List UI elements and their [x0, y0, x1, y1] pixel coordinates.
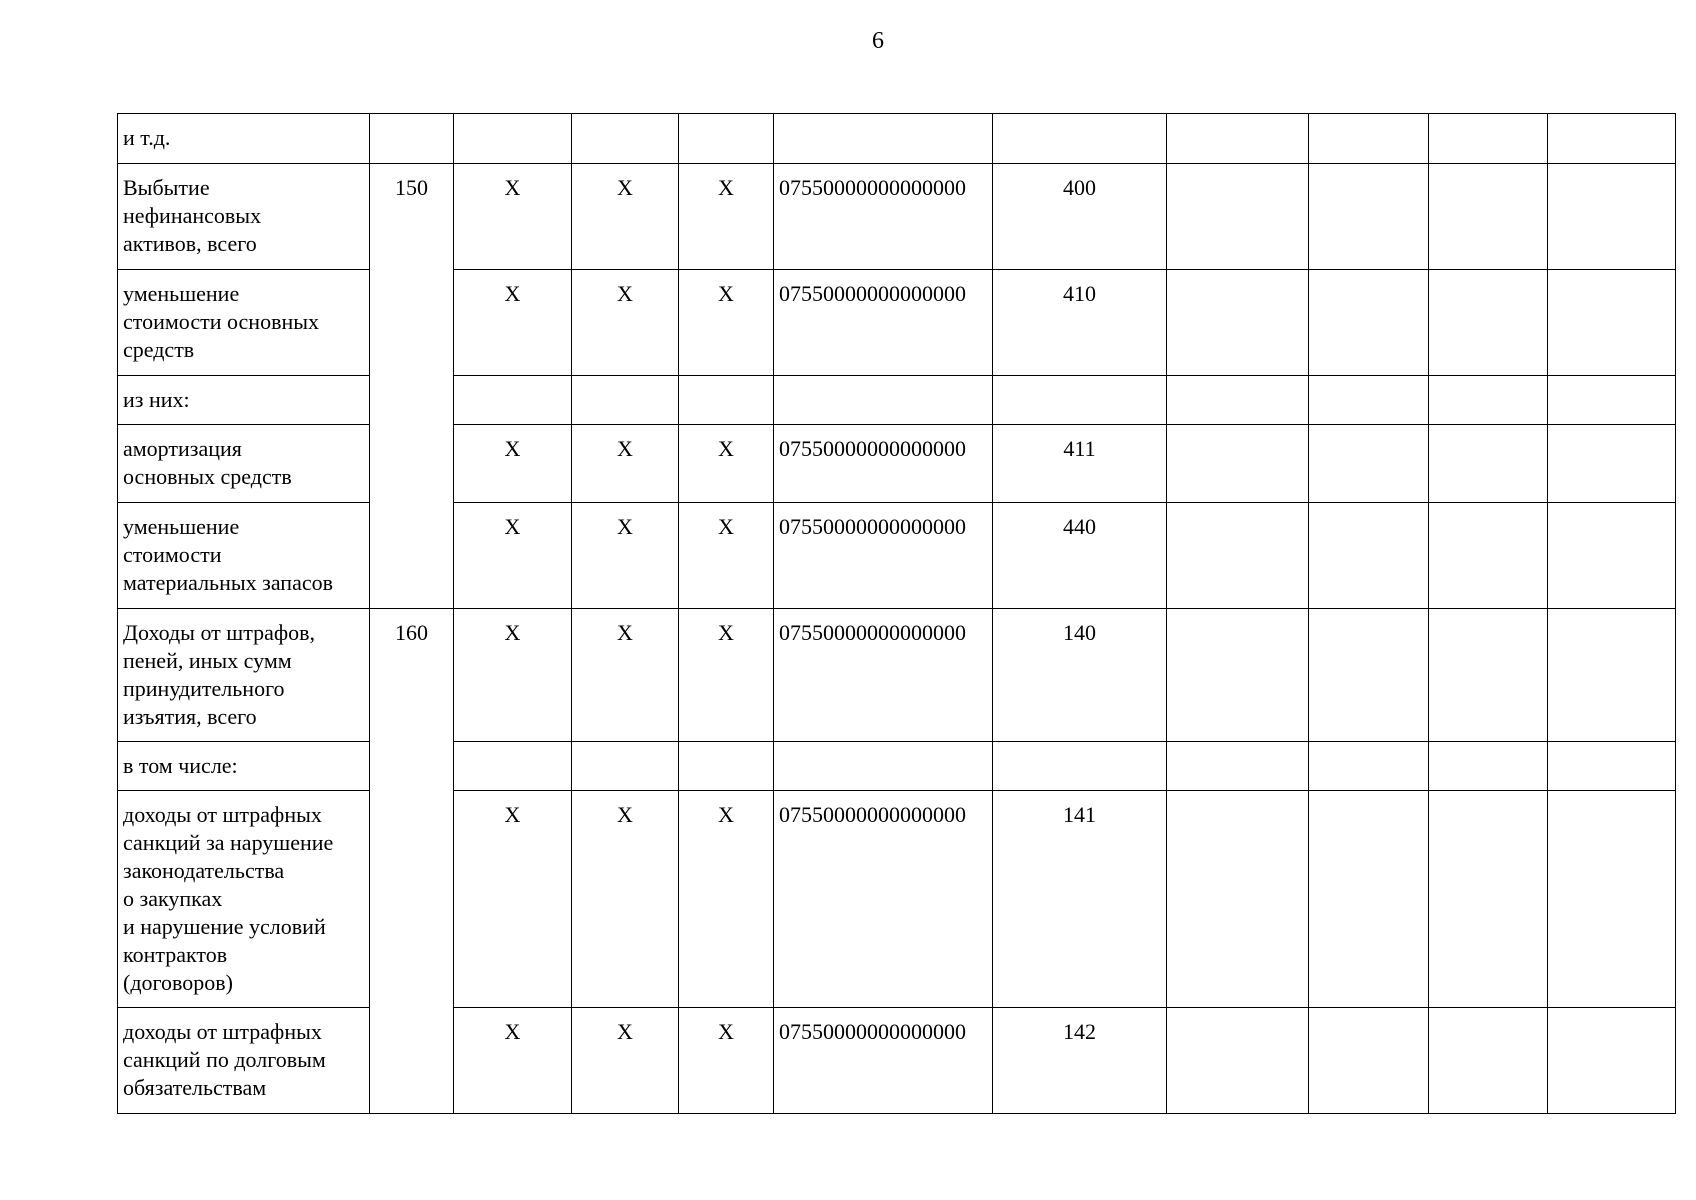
cell-col4: [572, 376, 679, 425]
row-name: доходы от штрафных санкций по долговым обязательствам: [118, 1008, 370, 1114]
row-name: в том числе:: [118, 742, 370, 791]
cell-col5: [679, 376, 774, 425]
cell-col4: X: [572, 503, 679, 609]
empty-cell: [1548, 742, 1676, 791]
empty-cell: [1167, 609, 1309, 742]
empty-cell: [1548, 791, 1676, 1008]
empty-cell: [1167, 742, 1309, 791]
cell-col3: [454, 742, 572, 791]
empty-cell: [1429, 114, 1548, 164]
empty-cell: [1548, 1008, 1676, 1114]
kbk-code: 07550000000000000: [774, 270, 993, 376]
table-row: [118, 609, 1676, 742]
cell-col5: X: [679, 270, 774, 376]
cell-col5: X: [679, 791, 774, 1008]
kosgu-code: 440: [993, 503, 1167, 609]
empty-cell: [1167, 164, 1309, 270]
empty-cell: [1548, 114, 1676, 164]
empty-cell: [1429, 376, 1548, 425]
cell-col4: X: [572, 609, 679, 742]
cell-col5: [679, 742, 774, 791]
table-row: [118, 114, 1676, 164]
cell-col4: X: [572, 270, 679, 376]
cell-col3: X: [454, 270, 572, 376]
empty-cell: [1167, 376, 1309, 425]
kosgu-code: 411: [993, 425, 1167, 503]
empty-cell: [1429, 503, 1548, 609]
cell-col3: X: [454, 1008, 572, 1114]
cell-col3: X: [454, 164, 572, 270]
line-code: 160: [370, 609, 454, 1114]
cell-col5: X: [679, 425, 774, 503]
kosgu-code: 410: [993, 270, 1167, 376]
empty-cell: [1309, 503, 1429, 609]
empty-cell: [1167, 503, 1309, 609]
empty-cell: [1429, 270, 1548, 376]
cell-col5: [679, 114, 774, 164]
empty-cell: [1309, 114, 1429, 164]
cell-col4: X: [572, 1008, 679, 1114]
cell-col3: X: [454, 791, 572, 1008]
cell-col5: X: [679, 164, 774, 270]
empty-cell: [1309, 791, 1429, 1008]
empty-cell: [1548, 609, 1676, 742]
row-name: амортизация основных средств: [118, 425, 370, 503]
kbk-code: [774, 376, 993, 425]
empty-cell: [1429, 609, 1548, 742]
cell-col5: X: [679, 609, 774, 742]
empty-cell: [1309, 609, 1429, 742]
kosgu-code: [993, 114, 1167, 164]
cell-col3: X: [454, 609, 572, 742]
row-name: из них:: [118, 376, 370, 425]
line-code: 150: [370, 164, 454, 609]
cell-col4: X: [572, 164, 679, 270]
empty-cell: [1167, 1008, 1309, 1114]
row-name: и т.д.: [118, 114, 370, 164]
empty-cell: [1429, 164, 1548, 270]
table-row: [118, 164, 1676, 270]
table-row: [118, 791, 1676, 1008]
kbk-code: 07550000000000000: [774, 609, 993, 742]
row-name: Доходы от штрафов, пеней, иных сумм принудительного изъятия, всего: [118, 609, 370, 742]
empty-cell: [1548, 425, 1676, 503]
empty-cell: [1429, 742, 1548, 791]
kosgu-code: 400: [993, 164, 1167, 270]
row-name: уменьшение стоимости материальных запасов: [118, 503, 370, 609]
kosgu-code: 140: [993, 609, 1167, 742]
empty-cell: [1548, 270, 1676, 376]
kbk-code: [774, 742, 993, 791]
empty-cell: [1309, 742, 1429, 791]
cell-col4: [572, 114, 679, 164]
empty-cell: [1167, 270, 1309, 376]
cell-col5: X: [679, 1008, 774, 1114]
table-row: [118, 503, 1676, 609]
cell-col3: X: [454, 425, 572, 503]
empty-cell: [1309, 425, 1429, 503]
table-row: [118, 376, 1676, 425]
kbk-code: 07550000000000000: [774, 425, 993, 503]
table-row: [118, 425, 1676, 503]
table-row: [118, 270, 1676, 376]
row-name: доходы от штрафных санкций за нарушение законодательства о закупках и нарушение условий контрактов (договоров): [118, 791, 370, 1008]
empty-cell: [1309, 376, 1429, 425]
cell-col4: [572, 742, 679, 791]
table-row: [118, 742, 1676, 791]
kosgu-code: [993, 376, 1167, 425]
cell-col3: [454, 114, 572, 164]
empty-cell: [1167, 425, 1309, 503]
cell-col4: X: [572, 791, 679, 1008]
cell-col4: X: [572, 425, 679, 503]
empty-cell: [1309, 1008, 1429, 1114]
kosgu-code: 141: [993, 791, 1167, 1008]
budget-table: [117, 113, 1676, 1114]
cell-col5: X: [679, 503, 774, 609]
page-number: 6: [872, 28, 884, 54]
empty-cell: [1548, 164, 1676, 270]
row-name: уменьшение стоимости основных средств: [118, 270, 370, 376]
kbk-code: 07550000000000000: [774, 1008, 993, 1114]
row-name: Выбытие нефинансовых активов, всего: [118, 164, 370, 270]
kbk-code: [774, 114, 993, 164]
empty-cell: [1167, 114, 1309, 164]
empty-cell: [1429, 791, 1548, 1008]
kbk-code: 07550000000000000: [774, 791, 993, 1008]
empty-cell: [1429, 1008, 1548, 1114]
kbk-code: 07550000000000000: [774, 164, 993, 270]
kbk-code: 07550000000000000: [774, 503, 993, 609]
empty-cell: [1548, 376, 1676, 425]
table-row: [118, 1008, 1676, 1114]
cell-col3: [454, 376, 572, 425]
empty-cell: [1309, 270, 1429, 376]
empty-cell: [1167, 791, 1309, 1008]
empty-cell: [1429, 425, 1548, 503]
kosgu-code: [993, 742, 1167, 791]
line-code: [370, 114, 454, 164]
kosgu-code: 142: [993, 1008, 1167, 1114]
empty-cell: [1309, 164, 1429, 270]
cell-col3: X: [454, 503, 572, 609]
empty-cell: [1548, 503, 1676, 609]
